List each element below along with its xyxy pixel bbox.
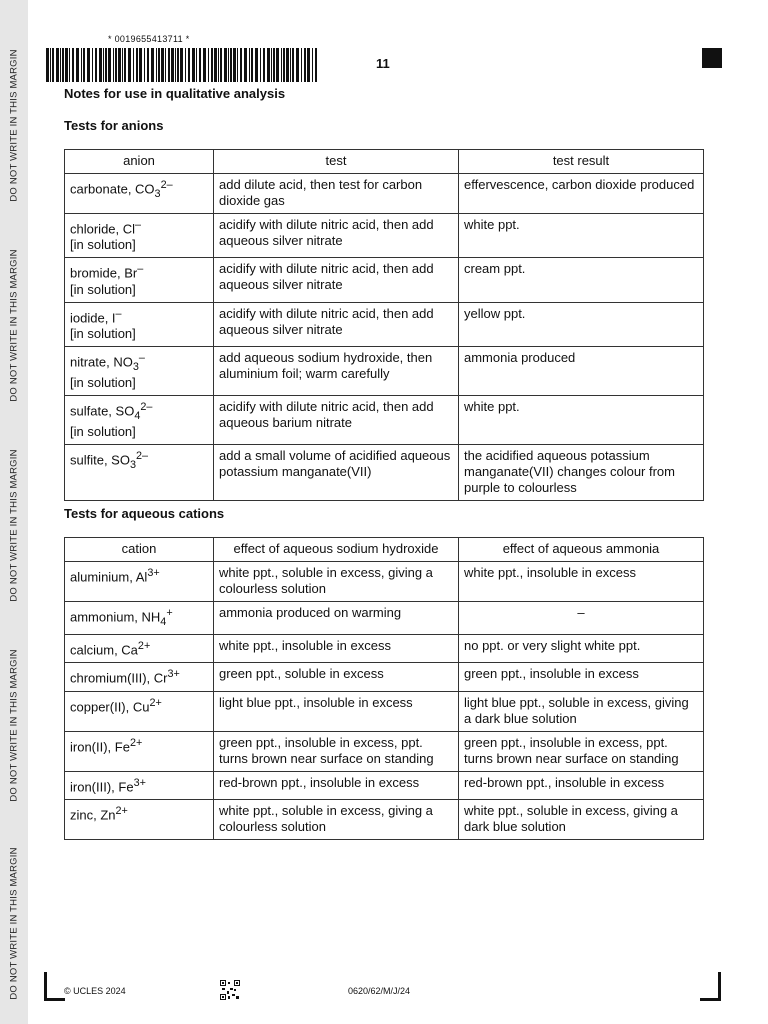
formula-subscript: 3: [129, 458, 136, 471]
solution-note: [in solution]: [70, 325, 136, 341]
cation-name: ammonium, NH: [70, 609, 161, 625]
ammonia-effect-text: red-brown ppt., insoluble in excess: [464, 774, 665, 790]
ammonia-effect-cell: [459, 691, 704, 731]
formula-subscript: 3: [154, 187, 161, 200]
ammonia-effect-cell: [459, 663, 704, 691]
naoh-effect-text: light blue ppt., insoluble in excess: [219, 694, 413, 710]
table-row: [65, 731, 704, 771]
naoh-effect-text: white ppt., insoluble in excess: [219, 637, 391, 653]
ammonia-effect-cell: [459, 602, 704, 635]
ion-charge: 2+: [129, 736, 143, 749]
column-header: effect of aqueous ammonia: [459, 538, 704, 562]
solution-note: [in solution]: [70, 374, 136, 390]
cation-name: copper(II), Cu: [70, 698, 150, 714]
table-row: [65, 602, 704, 635]
table-row: [65, 395, 704, 444]
cation-cell: [65, 663, 214, 691]
barcode-number: * 0019655413711 *: [108, 34, 190, 44]
anions-heading: Tests for anions: [64, 118, 164, 133]
ammonia-effect-cell: [459, 634, 704, 662]
naoh-effect-cell: [214, 634, 459, 662]
result-cell: [459, 444, 704, 500]
cation-name: zinc, Zn: [70, 807, 116, 823]
result-cell: [459, 395, 704, 444]
cation-name: calcium, Ca: [70, 642, 138, 658]
cation-cell: [65, 602, 214, 635]
cation-cell: [65, 634, 214, 662]
ammonia-effect-text: white ppt., soluble in excess, giving a dark blue solution: [464, 802, 678, 834]
result-cell: [459, 302, 704, 346]
table-row: [65, 799, 704, 839]
test-cell: [214, 302, 459, 346]
solution-note: [in solution]: [70, 281, 136, 297]
crop-mark-left: [44, 972, 65, 1001]
ion-charge: –: [115, 307, 122, 320]
ammonia-effect-text: white ppt., insoluble in excess: [464, 565, 636, 580]
table-row: [65, 302, 704, 346]
table-row: [65, 258, 704, 302]
anion-cell: [65, 346, 214, 395]
naoh-effect-cell: [214, 799, 459, 839]
table-row: [65, 634, 704, 662]
barcode-image: [46, 48, 318, 82]
column-header: anion: [65, 150, 214, 174]
table-row: [65, 691, 704, 731]
ion-charge: 2+: [137, 639, 151, 652]
ion-charge: –: [135, 219, 142, 231]
ammonia-effect-cell: [459, 562, 704, 602]
anions-table: [64, 149, 704, 501]
cation-cell: [65, 799, 214, 839]
ammonia-effect-cell: [459, 799, 704, 839]
test-cell: [214, 346, 459, 395]
column-header: test result: [459, 150, 704, 174]
cation-cell: [65, 731, 214, 771]
cation-name: iron(III), Fe: [70, 778, 134, 794]
ion-charge: 3+: [167, 668, 180, 681]
solution-note: [in solution]: [70, 237, 136, 253]
ammonia-effect-text: green ppt., insoluble in excess, ppt. turns brown near surface on standing: [464, 734, 679, 766]
ammonia-effect-text: light blue ppt., soluble in excess, giving a dark blue solution: [464, 694, 689, 726]
result-cell: [459, 214, 704, 258]
naoh-effect-text: ammonia produced on warming: [219, 605, 402, 620]
naoh-effect-text: red-brown ppt., insoluble in excess: [219, 774, 420, 790]
table-header-row: [65, 150, 704, 174]
result-cell: [459, 174, 704, 214]
result-cell: [459, 346, 704, 395]
ion-charge: –: [137, 263, 144, 276]
naoh-effect-text: green ppt., soluble in excess: [219, 666, 384, 682]
ion-charge: 2+: [115, 804, 128, 817]
page-title: Notes for use in qualitative analysis: [64, 86, 286, 101]
anion-cell: [65, 214, 214, 258]
anion-name: iodide, I: [70, 309, 116, 325]
anion-name: bromide, Br: [70, 265, 138, 281]
ammonia-effect-cell: [459, 731, 704, 771]
result-cell: [459, 258, 704, 302]
naoh-effect-cell: [214, 602, 459, 635]
cation-name: iron(II), Fe: [70, 738, 130, 754]
naoh-effect-cell: [214, 731, 459, 771]
test-text: acidify with dilute nitric acid, then add aqueous silver nitrate: [219, 217, 434, 248]
ammonia-effect-cell: [459, 771, 704, 799]
ion-charge: 2–: [140, 400, 153, 413]
naoh-effect-cell: [214, 691, 459, 731]
cation-name: aluminium, Al: [70, 569, 148, 585]
column-header: cation: [65, 538, 214, 562]
anion-cell: [65, 444, 214, 500]
test-text: add a small volume of acidified aqueous potassium manganate(VII): [219, 447, 451, 479]
ion-charge: –: [138, 351, 145, 364]
result-text: white ppt.: [464, 217, 520, 232]
test-cell: [214, 258, 459, 302]
result-text: yellow ppt.: [464, 305, 526, 321]
test-text: add dilute acid, then test for carbon dioxide gas: [219, 177, 423, 208]
page-number: 11: [376, 56, 390, 71]
test-cell: [214, 444, 459, 500]
naoh-effect-cell: [214, 771, 459, 799]
table-row: [65, 771, 704, 799]
result-text: white ppt.: [464, 398, 520, 414]
test-text: acidify with dilute nitric acid, then add aqueous silver nitrate: [219, 305, 434, 337]
column-header: effect of aqueous sodium hydroxide: [214, 538, 459, 562]
crop-mark-right: [700, 972, 721, 1001]
anion-name: chloride, Cl: [70, 221, 136, 237]
test-text: acidify with dilute nitric acid, then add aqueous silver nitrate: [219, 261, 434, 293]
formula-subscript: 4: [134, 409, 141, 422]
ion-charge: 3+: [147, 567, 160, 579]
result-text: the acidified aqueous potassium manganate(VII) changes colour from purple to colourless: [464, 447, 675, 495]
anion-cell: [65, 258, 214, 302]
cation-cell: [65, 562, 214, 602]
anion-name: nitrate, NO: [70, 354, 133, 370]
anion-name: carbonate, CO: [70, 181, 155, 197]
cation-name: chromium(III), Cr: [70, 670, 168, 686]
ammonia-effect-text: green ppt., insoluble in excess: [464, 666, 639, 682]
naoh-effect-text: green ppt., insoluble in excess, ppt. turns brown near surface on standing: [219, 734, 434, 766]
table-row: [65, 663, 704, 691]
result-text: ammonia produced: [464, 349, 576, 365]
ammonia-effect-text: no ppt. or very slight white ppt.: [464, 637, 641, 653]
qr-code-image: [220, 980, 240, 1000]
table-row: [65, 346, 704, 395]
ion-charge: 2–: [160, 179, 173, 191]
formula-subscript: 3: [132, 360, 139, 373]
column-header: test: [214, 150, 459, 174]
cation-cell: [65, 691, 214, 731]
solution-note: [in solution]: [70, 423, 136, 439]
formula-subscript: 4: [160, 615, 167, 628]
ion-charge: +: [166, 607, 173, 619]
ion-charge: 2–: [136, 449, 149, 462]
ion-charge: 2+: [149, 696, 162, 709]
cations-table: [64, 537, 704, 840]
naoh-effect-cell: [214, 663, 459, 691]
cations-heading: Tests for aqueous cations: [64, 506, 225, 521]
table-row: [65, 444, 704, 500]
test-text: add aqueous sodium hydroxide, then aluminium foil; warm carefully: [219, 349, 433, 381]
ion-charge: 3+: [133, 776, 146, 789]
naoh-effect-cell: [214, 562, 459, 602]
test-cell: [214, 174, 459, 214]
ammonia-effect-text: –: [577, 605, 585, 620]
anion-name: sulfite, SO: [70, 452, 130, 468]
anion-cell: [65, 395, 214, 444]
anion-cell: [65, 302, 214, 346]
anion-cell: [65, 174, 214, 214]
table-row: [65, 174, 704, 214]
test-text: acidify with dilute nitric acid, then add aqueous barium nitrate: [219, 398, 434, 430]
paper-code: 0620/62/M/J/24: [348, 986, 411, 996]
naoh-effect-text: white ppt., soluble in excess, giving a colourless solution: [219, 802, 433, 834]
left-margin-strip: DO NOT WRITE IN THIS MARGIN DO NOT WRITE IN THIS MARGIN DO NOT WRITE IN THIS MARGIN DO NOT WRITE IN THIS MARGIN DO NOT WRITE IN THIS MARGIN: [0, 0, 28, 1024]
registration-mark: [702, 48, 722, 68]
table-header-row: [65, 538, 704, 562]
test-cell: [214, 214, 459, 258]
copyright-text: © UCLES 2024: [64, 986, 126, 996]
result-text: effervescence, carbon dioxide produced: [464, 177, 695, 192]
table-row: [65, 562, 704, 602]
table-row: [65, 214, 704, 258]
result-text: cream ppt.: [464, 261, 526, 277]
anion-name: sulfate, SO: [70, 403, 135, 419]
test-cell: [214, 395, 459, 444]
naoh-effect-text: white ppt., soluble in excess, giving a colourless solution: [219, 565, 433, 596]
cation-cell: [65, 771, 214, 799]
